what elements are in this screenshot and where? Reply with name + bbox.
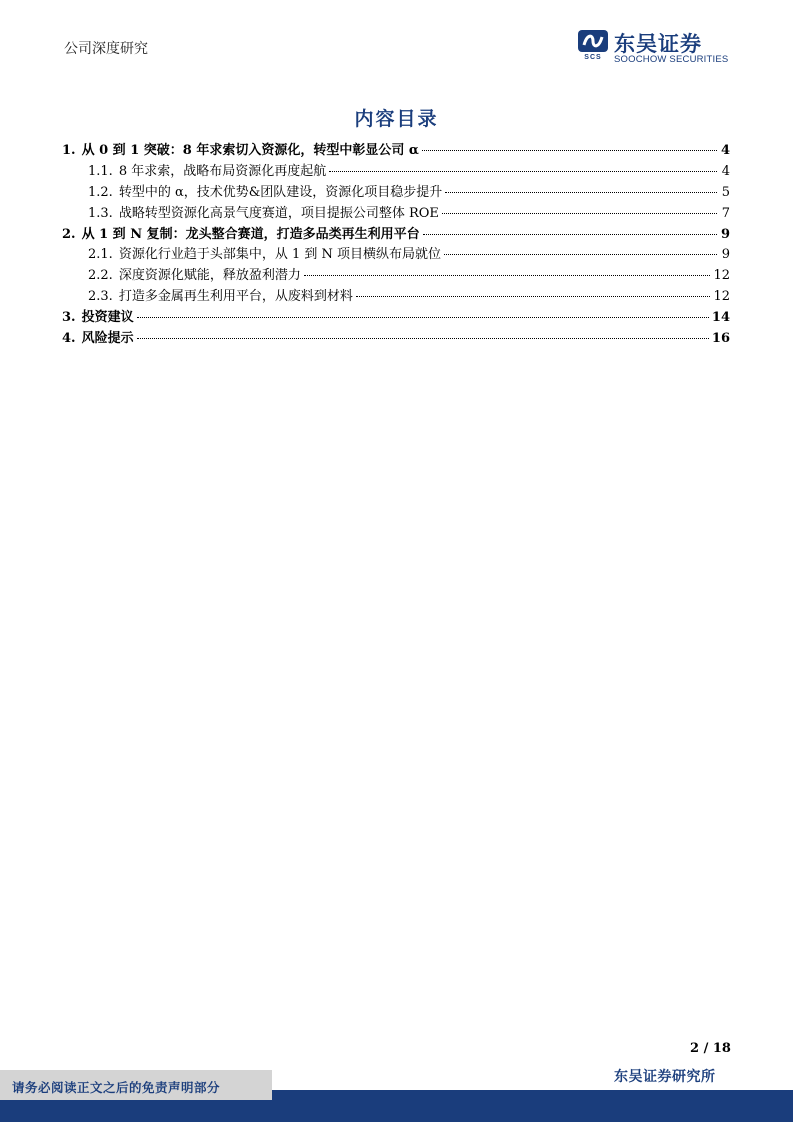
toc-entry[interactable] [62, 202, 730, 223]
toc-leader-dots [423, 234, 717, 235]
toc-entry-number: 2.2. [88, 268, 113, 284]
toc-entry-page: 9 [721, 247, 730, 263]
toc-entry-text: 从 0 到 1 突破：8 年求索切入资源化，转型中彰显公司 α [81, 143, 419, 158]
toc-entry[interactable] [62, 160, 730, 181]
toc-entry-page: 7 [721, 205, 730, 221]
toc-entry-text: 投资建议 [81, 310, 134, 326]
page-number: 2 / 18 [690, 1041, 731, 1056]
toc-entry[interactable] [62, 223, 730, 244]
toc-entry-page: 14 [711, 310, 730, 326]
logo-name-en: SOOCHOW SECURITIES [614, 54, 729, 65]
toc-leader-dots [445, 192, 717, 193]
toc-entry-number: 1.3. [88, 205, 113, 221]
logo-name-cn: 东吴证券 [614, 32, 702, 56]
toc-entry[interactable] [62, 139, 730, 160]
toc-leader-dots [356, 296, 711, 297]
toc-entry-page: 4 [721, 163, 730, 179]
toc-title: 内容目录 [354, 108, 439, 130]
footer-firm-name: 东吴证券研究所 [614, 1069, 716, 1085]
toc-entry-number: 1.1. [88, 163, 113, 179]
toc-entry-page: 4 [720, 143, 730, 158]
toc-entry-text: 从 1 到 N 复制：龙头整合赛道，打造多品类再生利用平台 [81, 226, 420, 242]
toc-entry-page: 9 [720, 226, 730, 242]
toc-entry-page: 12 [713, 268, 730, 284]
toc-entry[interactable] [62, 285, 730, 306]
toc-entry[interactable] [62, 243, 730, 264]
toc-leader-dots [137, 317, 709, 318]
toc-entry-page: 16 [711, 331, 730, 347]
toc-entry[interactable] [62, 306, 730, 327]
toc-entry-number: 2. [62, 226, 76, 242]
toc-entry-text: 转型中的 α，技术优势&团队建设，资源化项目稳步提升 [118, 184, 443, 200]
toc-leader-dots [442, 213, 717, 214]
toc-entry-number: 3. [62, 310, 76, 326]
company-logo [578, 30, 736, 66]
toc-entry-number: 1.2. [88, 184, 113, 200]
toc-entry-text: 资源化行业趋于头部集中，从 1 到 N 项目横纵布局就位 [118, 247, 441, 263]
toc-entry[interactable] [62, 327, 730, 348]
toc-entry-number: 1. [62, 143, 76, 158]
toc-entry-number: 2.3. [88, 289, 113, 305]
toc-leader-dots [304, 275, 711, 276]
toc-entry-text: 打造多金属再生利用平台，从废料到材料 [118, 289, 353, 305]
toc-entry[interactable] [62, 264, 730, 285]
toc-entry[interactable] [62, 181, 730, 202]
toc-leader-dots [329, 171, 717, 172]
toc-leader-dots [137, 338, 709, 339]
header-doc-type: 公司深度研究 [64, 41, 148, 57]
soochow-logo-icon [578, 30, 608, 52]
toc-entry-text: 深度资源化赋能，释放盈利潜力 [118, 268, 301, 284]
toc-leader-dots [444, 254, 717, 255]
toc-entry-text: 战略转型资源化高景气度赛道，项目提振公司整体 ROE [118, 205, 439, 221]
toc-entry-text: 8 年求索，战略布局资源化再度起航 [118, 163, 327, 179]
toc-leader-dots [422, 150, 717, 151]
toc-entry-number: 4. [62, 331, 76, 347]
toc-entry-text: 风险提示 [81, 331, 134, 347]
toc-entry-number: 2.1. [88, 247, 113, 263]
logo-abbr: SCS [584, 54, 602, 61]
toc-entry-page: 5 [721, 184, 730, 200]
table-of-contents [62, 139, 730, 348]
toc-entry-page: 12 [713, 289, 730, 305]
disclaimer-text: 请务必阅读正文之后的免责声明部分 [12, 1080, 221, 1095]
